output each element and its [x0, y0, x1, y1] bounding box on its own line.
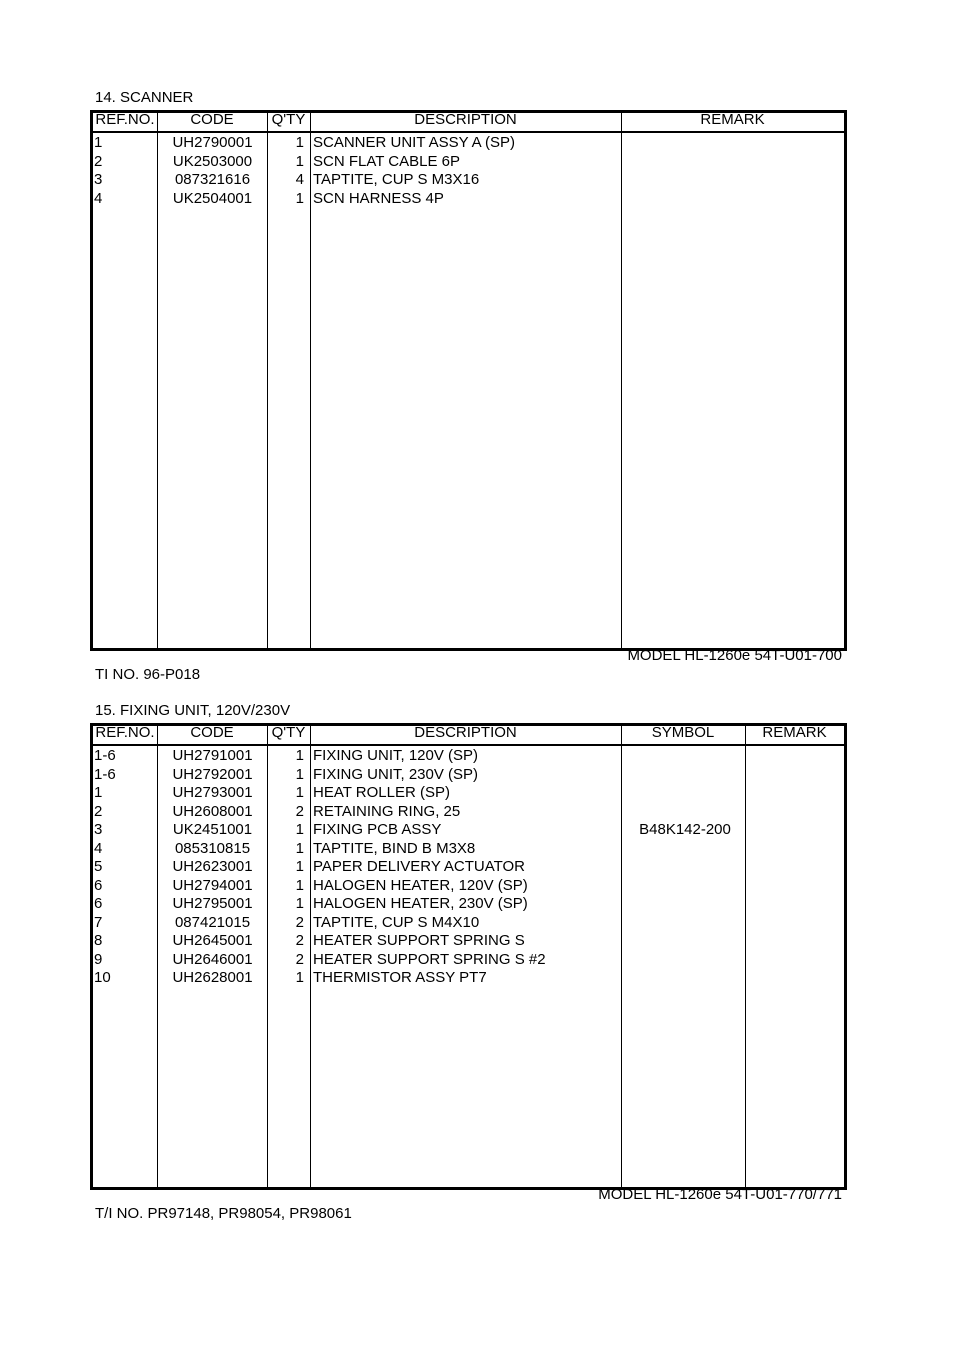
- ref-cell: 8: [94, 932, 103, 949]
- qty-cell: 2: [295, 913, 304, 931]
- table-row: [93, 171, 844, 190]
- section-title-fixing-unit: 15. FIXING UNIT, 120V/230V: [95, 702, 291, 719]
- code-cell: UH2792001: [172, 765, 253, 783]
- header-description: DESCRIPTION: [414, 111, 517, 128]
- ref-cell: 1: [94, 784, 103, 801]
- table-row: [93, 766, 844, 785]
- qty-cell: 1: [295, 821, 304, 838]
- header-description: DESCRIPTION: [414, 724, 517, 741]
- header-remark: REMARK: [700, 111, 765, 128]
- table-row: [93, 914, 844, 933]
- code-cell: UH2646001: [172, 950, 253, 968]
- table-row: [93, 134, 844, 153]
- description-cell: TAPTITE, BIND B M3X8: [313, 839, 476, 857]
- ref-cell: 1-6: [94, 747, 116, 764]
- qty-cell: 1: [295, 895, 304, 912]
- ref-cell: 9: [94, 950, 103, 968]
- description-cell: FIXING UNIT, 120V (SP): [313, 747, 479, 764]
- description-cell: FIXING UNIT, 230V (SP): [313, 765, 479, 783]
- qty-cell: 1: [295, 765, 304, 783]
- code-cell: UK2451001: [172, 821, 253, 838]
- code-cell: UH2795001: [172, 895, 253, 912]
- parts-table-fixing-unit: [90, 723, 847, 1190]
- qty-cell: 1: [295, 969, 304, 986]
- header-qty: Q'TY: [271, 111, 306, 128]
- table-row: [93, 895, 844, 914]
- description-cell: HALOGEN HEATER, 230V (SP): [313, 895, 528, 912]
- qty-cell: 2: [295, 950, 304, 968]
- parts-table-scanner: [90, 110, 847, 651]
- ref-cell: 4: [94, 189, 103, 207]
- header-remark: REMARK: [762, 724, 827, 741]
- qty-cell: 1: [295, 839, 304, 857]
- table-row: [93, 877, 844, 896]
- ref-cell: 1-6: [94, 765, 116, 783]
- code-cell: 087421015: [174, 913, 251, 931]
- ref-cell: 3: [94, 821, 103, 838]
- code-cell: UH2791001: [172, 747, 253, 764]
- ref-cell: 4: [94, 839, 103, 857]
- table-row: [93, 840, 844, 859]
- qty-cell: 1: [295, 858, 304, 875]
- table-row: [93, 858, 844, 877]
- model-number: MODEL HL-1260e 54T-U01-700: [627, 647, 842, 664]
- header-ref: REF.NO.: [95, 724, 155, 741]
- code-cell: UK2503000: [172, 152, 253, 170]
- header-symbol: SYMBOL: [651, 724, 715, 741]
- ref-cell: 2: [94, 152, 103, 170]
- code-cell: UH2645001: [172, 932, 253, 949]
- ref-cell: 10: [94, 969, 111, 986]
- qty-cell: 1: [295, 747, 304, 764]
- qty-cell: 4: [295, 171, 304, 188]
- description-cell: HEAT ROLLER (SP): [313, 784, 450, 801]
- header-qty: Q'TY: [271, 724, 306, 741]
- description-cell: THERMISTOR ASSY PT7: [313, 969, 487, 986]
- code-cell: UH2793001: [172, 784, 253, 801]
- qty-cell: 1: [295, 189, 304, 207]
- qty-cell: 1: [295, 876, 304, 894]
- table-row: [93, 190, 844, 209]
- model-number: MODEL HL-1260e 54T-U01-770/771: [598, 1186, 842, 1203]
- description-cell: SCN FLAT CABLE 6P: [313, 152, 460, 170]
- table-row: [93, 803, 844, 822]
- table-row: [93, 951, 844, 970]
- description-cell: SCN HARNESS 4P: [313, 189, 444, 207]
- qty-cell: 1: [295, 152, 304, 170]
- description-cell: PAPER DELIVERY ACTUATOR: [313, 858, 526, 875]
- code-cell: 085310815: [174, 839, 251, 857]
- section-title-scanner: 14. SCANNER: [95, 89, 194, 106]
- code-cell: UH2790001: [172, 134, 253, 151]
- header-rule: [93, 744, 844, 746]
- table-row: [93, 747, 844, 766]
- description-cell: HALOGEN HEATER, 120V (SP): [313, 876, 528, 894]
- description-cell: TAPTITE, CUP S M3X16: [313, 171, 480, 188]
- table-row: [93, 932, 844, 951]
- qty-cell: 2: [295, 802, 304, 820]
- qty-cell: 1: [295, 784, 304, 801]
- description-cell: FIXING PCB ASSY: [313, 821, 442, 838]
- code-cell: UH2794001: [172, 876, 253, 894]
- ref-cell: 1: [94, 134, 103, 151]
- table-row: [93, 784, 844, 803]
- code-cell: UH2608001: [172, 802, 253, 820]
- code-cell: UK2504001: [172, 189, 253, 207]
- code-cell: 087321616: [174, 171, 251, 188]
- header-rule: [93, 131, 844, 133]
- qty-cell: 1: [295, 134, 304, 151]
- code-cell: UH2623001: [172, 858, 253, 875]
- ref-cell: 6: [94, 895, 103, 912]
- description-cell: TAPTITE, CUP S M4X10: [313, 913, 480, 931]
- qty-cell: 2: [295, 932, 304, 949]
- ref-cell: 3: [94, 171, 103, 188]
- header-code: CODE: [190, 724, 234, 741]
- ti-number: TI NO. 96-P018: [95, 666, 201, 683]
- description-cell: HEATER SUPPORT SPRING S #2: [313, 950, 546, 968]
- description-cell: HEATER SUPPORT SPRING S: [313, 932, 525, 949]
- ref-cell: 7: [94, 913, 103, 931]
- table-row: [93, 969, 844, 988]
- description-cell: RETAINING RING, 25: [313, 802, 461, 820]
- description-cell: SCANNER UNIT ASSY A (SP): [313, 134, 516, 151]
- ref-cell: 6: [94, 876, 103, 894]
- table-row: [93, 821, 844, 840]
- ref-cell: 2: [94, 802, 103, 820]
- ti-number: T/I NO. PR97148, PR98054, PR98061: [95, 1205, 352, 1222]
- code-cell: UH2628001: [172, 969, 253, 986]
- table-row: [93, 153, 844, 172]
- header-ref: REF.NO.: [95, 111, 155, 128]
- header-code: CODE: [190, 111, 234, 128]
- symbol-cell: B48K142-200: [639, 821, 731, 838]
- ref-cell: 5: [94, 858, 103, 875]
